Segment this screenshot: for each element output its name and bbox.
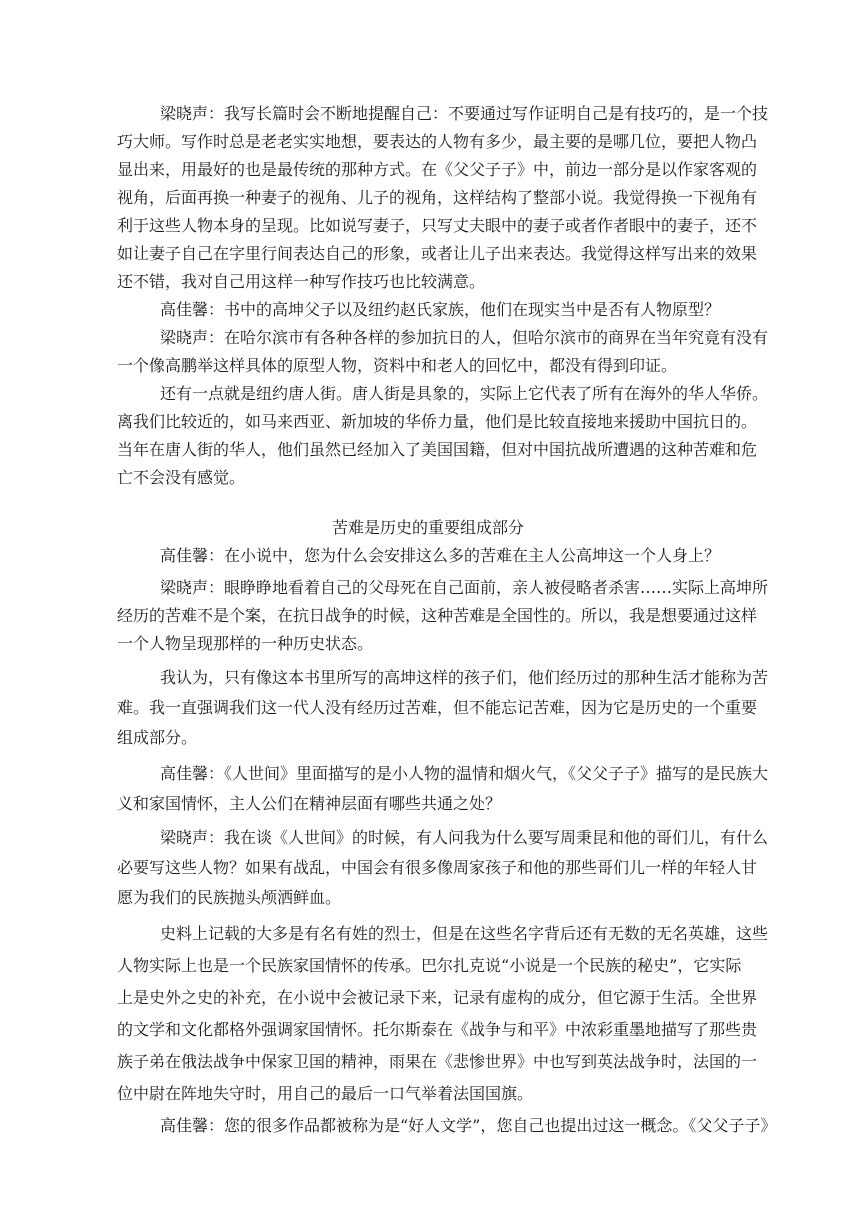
- text-line: 梁晓声：我在谈《人世间》的时候，有人问我为什么要写周秉昆和他的哥们儿，有什么: [160, 828, 769, 847]
- text-line: 史料上记载的大多是有名有姓的烈士，但是在这些名字背后还有无数的无名英雄，这些: [160, 924, 769, 943]
- text-line: 组成部分。: [117, 728, 198, 747]
- text-line: 当年在唐人街的华人，他们虽然已经加入了美国国籍，但对中国抗战所遭遇的这种苦难和危: [117, 440, 758, 459]
- text-line: 一个像高鹏举这样具体的原型人物，资料中和老人的回忆中，都没有得到印证。: [117, 356, 678, 375]
- text-line: 如让妻子自己在字里行间表达自己的形象，或者让儿子出来表达。我觉得这样写出来的效果: [117, 244, 758, 263]
- text-line: 视角，后面再换一种妻子的视角、儿子的视角，这样结构了整部小说。我觉得换一下视角有: [117, 188, 758, 207]
- text-line: 离我们比较近的，如马来西亚、新加坡的华侨力量，他们是比较直接地来援助中国抗日的。: [117, 412, 758, 431]
- text-line: 的文学和文化都格外强调家国情怀。托尔斯泰在《战争与和平》中浓彩重墨地描写了那些贵: [117, 1020, 758, 1039]
- text-line: 经历的苦难不是个案，在抗日战争的时候，这种苦难是全国性的。所以，我是想要通过这样: [117, 606, 758, 625]
- text-line: 显出来，用最好的也是最传统的那种方式。在《父父子子》中，前边一部分是以作家客观的: [117, 160, 758, 179]
- text-line: 亡不会没有感觉。: [117, 468, 246, 487]
- text-line: 义和家国情怀，主人公们在精神层面有哪些共通之处？: [117, 794, 502, 813]
- text-line: 我认为，只有像这本书里所写的高坤这样的孩子们，他们经历过的那种生活才能称为苦: [160, 668, 769, 687]
- text-line: 高佳馨：您的很多作品都被称为是“好人文学”，您自己也提出过这一概念。《父父子子》: [160, 1116, 777, 1135]
- text-line: 梁晓声：眼睁睁地看着自己的父母死在自己面前，亲人被侵略者杀害……实际上高坤所: [160, 578, 769, 597]
- text-line: 巧大师。写作时总是老老实实地想，要表达的人物有多少，最主要的是哪几位，要把人物凸: [117, 132, 758, 151]
- text-line: 高佳馨：在小说中，您为什么会安排这么多的苦难在主人公高坤这一个人身上？: [160, 546, 721, 565]
- text-line: 位中尉在阵地失守时，用自己的最后一口气举着法国国旗。: [117, 1084, 534, 1103]
- text-line: 必要写这些人物？如果有战乱，中国会有很多像周家孩子和他的那些哥们儿一样的年轻人甘: [117, 858, 758, 877]
- text-line: 高佳馨：《人世间》里面描写的是小人物的温情和烟火气，《父父子子》描写的是民族大: [160, 764, 769, 783]
- text-line: 一个人物呈现那样的一种历史状态。: [117, 634, 374, 653]
- text-line: 上是史外之史的补充，在小说中会被记录下来，记录有虚构的成分，但它源于生活。全世界: [117, 988, 758, 1007]
- text-line: 族子弟在俄法战争中保家卫国的精神，雨果在《悲惨世界》中也写到英法战争时，法国的一: [117, 1052, 758, 1071]
- section-heading: 苦难是历史的重要组成部分: [331, 518, 524, 537]
- text-line: 难。我一直强调我们这一代人没有经历过苦难，但不能忘记苦难，因为它是历史的一个重要: [117, 698, 758, 717]
- text-line: 还不错，我对自己用这样一种写作技巧也比较满意。: [117, 272, 486, 291]
- text-line: 高佳馨：书中的高坤父子以及纽约赵氏家族，他们在现实当中是否有人物原型？: [160, 300, 721, 319]
- text-line: 愿为我们的民族抛头颅洒鲜血。: [117, 888, 342, 907]
- text-line: 梁晓声：在哈尔滨市有各种各样的参加抗日的人，但哈尔滨市的商界在当年究竟有没有: [160, 328, 769, 347]
- text-line: 梁晓声：我写长篇时会不断地提醒自己：不要通过写作证明自己是有技巧的，是一个技: [160, 104, 769, 123]
- text-line: 人物实际上也是一个民族家国情怀的传承。巴尔扎克说“小说是一个民族的秘史”，它实际: [117, 956, 742, 975]
- text-line: 利于这些人物本身的呈现。比如说写妻子，只写丈夫眼中的妻子或者作者眼中的妻子，还不: [117, 216, 758, 235]
- text-line: 还有一点就是纽约唐人街。唐人街是具象的，实际上它代表了所有在海外的华人华侨。: [160, 384, 769, 403]
